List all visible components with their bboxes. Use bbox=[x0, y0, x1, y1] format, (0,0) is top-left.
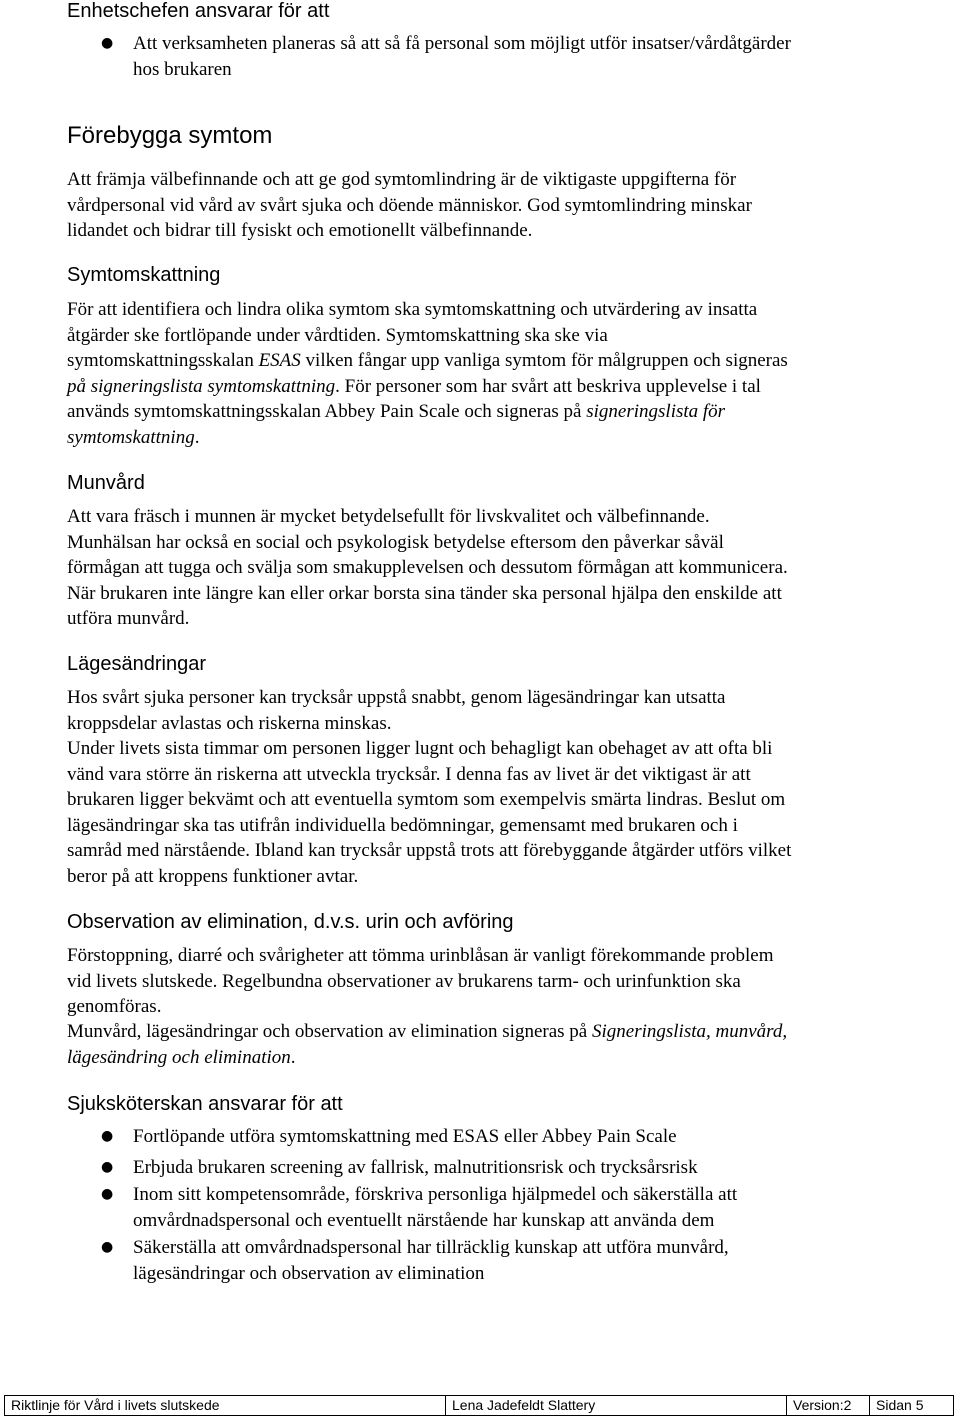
bullet-line: Inom sitt kompetensområde, förskriva personliga hjälpmedel och säkerställa att bbox=[133, 1184, 738, 1205]
text-line bbox=[67, 425, 927, 451]
bullet-icon: ● bbox=[101, 1239, 114, 1255]
footer-author: Lena Jadefeldt Slattery bbox=[446, 1396, 787, 1415]
paragraph-forebygga bbox=[67, 167, 927, 244]
paragraph-symtomskattning bbox=[67, 297, 927, 450]
text-span: . bbox=[194, 426, 200, 448]
text-line: genomföras. bbox=[67, 996, 162, 1017]
text-line: förmågan att tugga och svälja som smakupplevelsen och dessutom förmågan att kommunicera. bbox=[67, 557, 788, 578]
list-item bbox=[67, 31, 927, 82]
text-span: Munvård, lägesändringar och observation av elimination signeras på bbox=[67, 1021, 592, 1042]
form-reference: Signeringslista, munvård, bbox=[592, 1021, 788, 1042]
paragraph-elimination-2 bbox=[67, 1019, 927, 1070]
list-item bbox=[67, 1182, 927, 1233]
form-reference: symtomskattning bbox=[67, 426, 195, 448]
heading-lagesandringar: Lägesändringar bbox=[67, 653, 206, 675]
enhetschef-bullet-list bbox=[67, 31, 927, 82]
form-reference: signeringslista för bbox=[586, 401, 726, 422]
list-item bbox=[67, 1235, 927, 1286]
sjukskoterskan-bullet-list bbox=[67, 1124, 927, 1286]
text-line: Att vara fräsch i munnen är mycket betydelsefullt för livskvalitet och välbefinnande. bbox=[67, 506, 710, 527]
heading-munvard: Munvård bbox=[67, 472, 145, 494]
footer-document-title: Riktlinje för Vård i livets slutskede bbox=[5, 1396, 446, 1415]
text-line bbox=[67, 1045, 927, 1071]
text-line: brukaren ligger bekvämt och att eventuella symtom som exempelvis smärta lindras. Beslut om bbox=[67, 789, 786, 810]
text-line: utföra munvård. bbox=[67, 608, 190, 629]
heading-elimination: Observation av elimination, d.v.s. urin och avföring bbox=[67, 911, 514, 933]
text-line: Att främja välbefinnande och att ge god symtomlindring är de viktigaste uppgifterna för bbox=[67, 169, 737, 190]
text-line bbox=[67, 1019, 927, 1045]
text-span: symtomskattningsskalan bbox=[67, 350, 259, 371]
paragraph-lagesandringar-1 bbox=[67, 685, 927, 736]
text-line bbox=[67, 399, 927, 425]
text-line: Hos svårt sjuka personer kan trycksår uppstå snabbt, genom lägesändringar kan utsatta bbox=[67, 687, 726, 708]
page-footer bbox=[4, 1395, 954, 1416]
text-span: . bbox=[290, 1046, 296, 1068]
text-line: samråd med närstående. Ibland kan trycksår uppstå trots att förebyggande åtgärder utförs vilket bbox=[67, 840, 792, 861]
text-line: kroppsdelar avlastas och riskerna minskas. bbox=[67, 712, 392, 734]
bullet-line: omvårdnadspersonal och eventuellt närstående har kunskap att använda dem bbox=[133, 1209, 715, 1231]
bullet-icon: ● bbox=[101, 1158, 114, 1175]
heading-forebygga-symtom: Förebygga symtom bbox=[67, 122, 273, 149]
esas-term: ESAS bbox=[258, 350, 301, 371]
bullet-icon: ● bbox=[101, 1186, 114, 1202]
footer-page-number: Sidan 5 bbox=[876, 1397, 924, 1413]
paragraph-munvard bbox=[67, 504, 927, 632]
paragraph-lagesandringar-2 bbox=[67, 736, 927, 889]
bullet-line: lägesändringar och observation av elimination bbox=[133, 1262, 485, 1284]
text-line bbox=[67, 348, 927, 374]
list-item bbox=[67, 1124, 927, 1150]
heading-symtomskattning: Symtomskattning bbox=[67, 264, 221, 286]
text-line bbox=[67, 374, 927, 400]
text-span: . För personer som har svårt att beskriva upplevelse i tal bbox=[335, 375, 761, 397]
text-span: vilken fångar upp vanliga symtom för målgruppen och signeras bbox=[300, 350, 788, 371]
bullet-line: Fortlöpande utföra symtomskattning med ESAS eller Abbey Pain Scale bbox=[133, 1126, 677, 1147]
text-line: För att identifiera och lindra olika symtom ska symtomskattning och utvärdering av insatta bbox=[67, 299, 758, 320]
bullet-icon: ● bbox=[101, 35, 114, 51]
form-reference: på signeringslista symtomskattning bbox=[67, 375, 336, 397]
bullet-line: hos brukaren bbox=[133, 58, 232, 80]
text-line: vänd vara större än riskerna att utveckla trycksår. I denna fas av livet är det viktigast är att bbox=[67, 763, 751, 785]
heading-sjukskoterskan: Sjuksköterskan ansvarar för att bbox=[67, 1093, 343, 1115]
bullet-icon: ● bbox=[101, 1128, 114, 1144]
text-line: åtgärder ske fortlöpande under vårdtiden. Symtomskattning ska ske via bbox=[67, 324, 608, 346]
paragraph-elimination-1 bbox=[67, 943, 927, 1020]
text-line: vårdpersonal vid vård av svårt sjuka och döende människor. God symtomlindring minskar bbox=[67, 194, 752, 216]
bullet-line: Att verksamheten planeras så att så få personal som möjligt utför insatser/vårdåtgärder bbox=[133, 33, 791, 54]
text-line: När brukaren inte längre kan eller orkar borsta sina tänder ska personal hjälpa den enskilde att bbox=[67, 582, 782, 604]
text-line: Under livets sista timmar om personen ligger lugnt och behagligt kan obehaget av att ofta bli bbox=[67, 738, 773, 759]
bullet-line: Säkerställa att omvårdnadspersonal har tillräcklig kunskap att utföra munvård, bbox=[133, 1237, 729, 1258]
list-item bbox=[67, 1155, 927, 1181]
form-reference: lägesändring och elimination bbox=[67, 1046, 291, 1068]
footer-version: Version:2 bbox=[787, 1396, 870, 1415]
text-line: lidandet och bidrar till fysiskt och emotionellt välbefinnande. bbox=[67, 220, 533, 241]
text-span: används symtomskattningsskalan Abbey Pain Scale och signeras på bbox=[67, 401, 587, 422]
text-line: lägesändringar ska tas utifrån individuella bedömningar, gemensamt med brukaren och i bbox=[67, 814, 738, 836]
bullet-line: Erbjuda brukaren screening av fallrisk, malnutritionsrisk och trycksårsrisk bbox=[133, 1156, 698, 1178]
text-line: Munhälsan har också en social och psykologisk betydelse eftersom den påverkar såväl bbox=[67, 531, 724, 553]
heading-enhetschef: Enhetschefen ansvarar för att bbox=[67, 0, 330, 22]
text-line: beror på att kroppens funktioner avtar. bbox=[67, 865, 359, 887]
text-line: vid livets slutskede. Regelbundna observationer av brukarens tarm- och urinfunktion ska bbox=[67, 970, 741, 992]
text-line: Förstoppning, diarré och svårigheter att tömma urinblåsan är vanligt förekommande problem bbox=[67, 945, 774, 966]
